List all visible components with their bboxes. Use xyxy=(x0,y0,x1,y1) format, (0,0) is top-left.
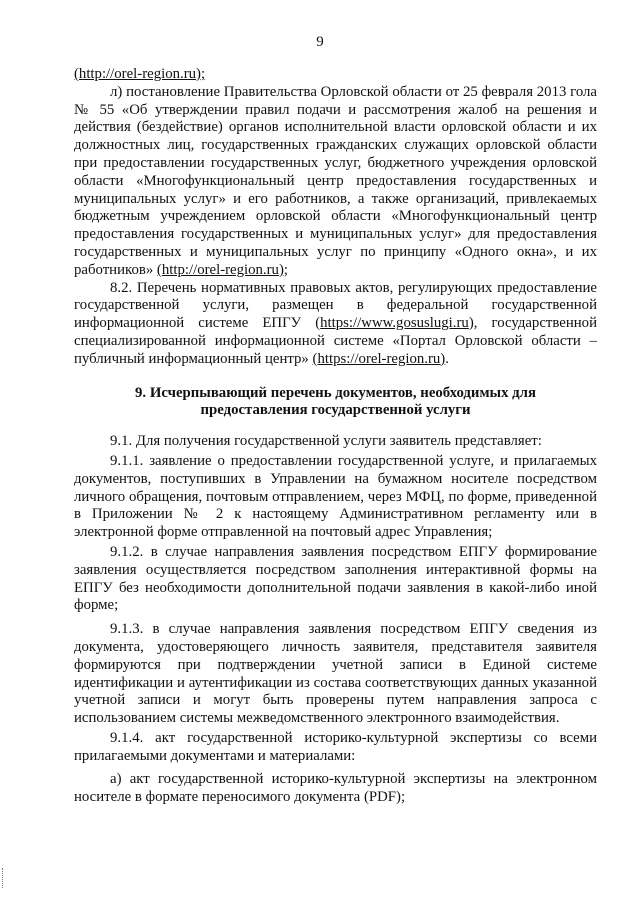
item-l-tail: ; xyxy=(283,261,289,278)
orel-region-link[interactable]: (http://orel-region.ru); xyxy=(74,66,206,82)
paragraph-item-l xyxy=(74,84,597,280)
scan-edge-mark xyxy=(2,868,5,888)
paragraph-9-1: 9.1. Для получения государственной услуги заявитель представляет: xyxy=(110,433,542,450)
item-8-2-mid: ), государственной специализированной информационной системе «Портал Орловской области – публичный информационный центр» xyxy=(74,315,597,367)
item-8-2-tail: . xyxy=(445,350,449,367)
paragraph-8-2 xyxy=(74,280,597,369)
paragraph-9-1-3: 9.1.3. в случае направления заявления посредством ЕПГУ сведения из документа, удостоверяющего личность заявителя, представителя заявителя формируются при подтверждении учетной записи в Единой системе идентификации и аутентификации из состава соответствующих данных указанной учетной записи и могут быть проверены путем направления запроса с использованием системы межведомственного электронного взаимодействия. xyxy=(74,621,597,727)
orel-region-link-2[interactable]: (https://orel-region.ru) xyxy=(312,350,446,367)
document-body xyxy=(74,66,597,807)
paragraph-9-1-1: 9.1.1. заявление о предоставлении государственной услуге, и прилагаемых документов, поступивших в Управлении на бумажном носителе посредством личного обращения, почтовым отправлением, через МФЦ, по форме, приведенной в Приложении № 2 к настоящему Административном регламенту или в электронной форме отправленной на почтовый адрес Управления; xyxy=(74,452,597,541)
paragraph-9-1-2: 9.1.2. в случае направления заявления посредством ЕПГУ формирование заявления осуществляется посредством заполнения интерактивной формы на ЕПГУ без необходимости дополнительной подачи заявления в какой-либо иной форме; xyxy=(74,543,597,614)
item-8-2-text: 8.2. Перечень нормативных правовых актов, регулирующих предоставление государственной услуги, размещен в федеральной государственной информационной системе ЕПГУ ( xyxy=(74,279,597,332)
page-number: 9 xyxy=(316,34,324,50)
item-l-text: л) постановление Правительства Орловской области от 25 февраля 2013 гола № 55 «Об утверждении правил подачи и рассмотрения жалоб на решения и действия (бездействие) органов исполнительной власти орловской области и их должностных лиц, государственных гражданских служащих орловской области при предоставлении государственных услуг, бюджетного учреждения орловской области «Многофункциональный центр предоставления государственных и муниципальных услуг» и его работников, а также организаций, привлекаемых бюджетным учреждением орловской области «Многофункциональный центр предоставления государственных и муниципальных услуг» для предоставления государственных и муниципальных услуг по принципу «Одного окна», и их работников» xyxy=(74,83,597,278)
gosuslugi-link[interactable]: https://www.gosuslugi.ru xyxy=(320,315,469,332)
paragraph-9-1-4: 9.1.4. акт государственной историко-культурной экспертизы со всеми прилагаемыми документами и материалами: xyxy=(74,729,597,764)
item-l-link[interactable]: (http://orel-region.ru) xyxy=(156,261,284,278)
paragraph-9-1-4-a: а) акт государственной историко-культурной экспертизы на электронном носителе в формате переносимого документа (PDF); xyxy=(74,771,597,806)
source-link-line xyxy=(74,66,597,84)
section-9-heading: 9. Исчерпывающий перечень документов, необходимых для предоставления государственной услуги xyxy=(135,384,536,419)
